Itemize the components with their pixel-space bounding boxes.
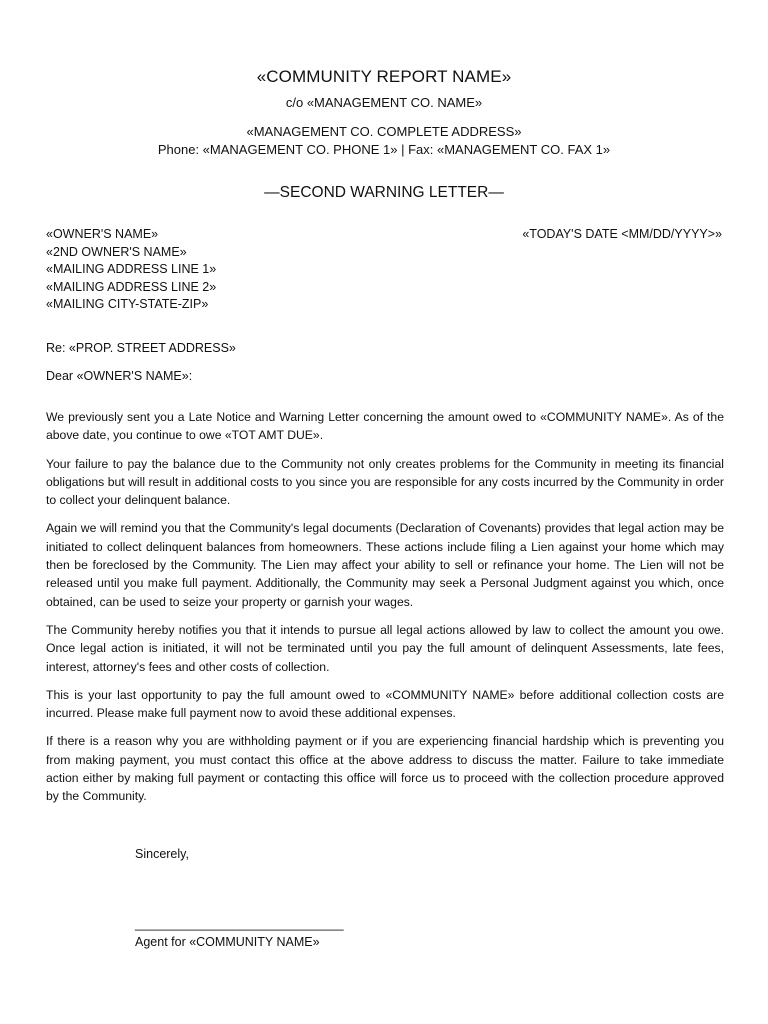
agent-signature-label: Agent for «COMMUNITY NAME» (135, 935, 320, 949)
closing-sincerely: Sincerely, (135, 847, 189, 861)
recipient-city-state-zip: «MAILING CITY-STATE-ZIP» (46, 297, 209, 311)
management-co-address: «MANAGEMENT CO. COMPLETE ADDRESS» (246, 124, 522, 139)
body-paragraph: Your failure to pay the balance due to the Community not only creates problems for the Community in meeting its financial obligations but will result in additional costs to you since you are responsible for any costs incurred by the Community in order to collect your delinquent balance. (46, 456, 724, 508)
body-paragraph: Again we will remind you that the Community's legal documents (Declaration of Covenants) provides that legal action may be initiated to collect delinquent balances from homeowners. These actions include filing a Lien against your home which may then be foreclosed by the Community. The Lien may affect your ability to sell or refinance your home. The Lien will not be released until you make full payment. Additionally, the Community may seek a Personal Judgment against you which, once obtained, can be used to seize your property or garnish your wages. (46, 521, 724, 609)
body-paragraph: This is your last opportunity to pay the full amount owed to «COMMUNITY NAME» before additional collection costs are incurred. Please make full payment now to avoid these additional expenses. (46, 687, 724, 721)
letter-body (46, 408, 724, 816)
recipient-mailing-address-2: «MAILING ADDRESS LINE 2» (46, 279, 217, 294)
body-paragraph: We previously sent you a Late Notice and Warning Letter concerning the amount owed to «COMMUNITY NAME». As of the above date, you continue to owe «TOT AMT DUE». (46, 410, 724, 443)
letter-date: «TODAY'S DATE <MM/DD/YYYY>» (522, 227, 722, 241)
salutation: Dear «OWNER'S NAME»: (46, 369, 193, 383)
management-co-phone-fax: Phone: «MANAGEMENT CO. PHONE 1» | Fax: «MANAGEMENT CO. FAX 1» (157, 142, 611, 157)
community-report-name: «COMMUNITY REPORT NAME» (256, 67, 512, 86)
re-line: Re: «PROP. STREET ADDRESS» (46, 341, 236, 355)
body-paragraph: If there is a reason why you are withholding payment or if you are experiencing financial hardship which is preventing you from making payment, you must contact this office at the above address to discuss the matter. Failure to take immediate action either by making full payment or contacting this office will force us to proceed with the collection procedure approved by the Community. (46, 734, 724, 804)
body-paragraph: The Community hereby notifies you that it intends to pursue all legal actions allowed by law to collect the amount you owe. Once legal action is initiated, it will not be terminated until you pay the full amount of delinquent Assessments, late fees, interest, attorney's fees and other costs of collection. (46, 622, 724, 674)
signature-line: ______________________________ (135, 917, 344, 931)
management-co-name: c/o «MANAGEMENT CO. NAME» (285, 95, 483, 110)
recipient-owner-name: «OWNER'S NAME» (46, 227, 159, 241)
letter-title: —SECOND WARNING LETTER— (264, 184, 504, 201)
recipient-second-owner-name: «2ND OWNER'S NAME» (46, 244, 187, 259)
recipient-mailing-address-1: «MAILING ADDRESS LINE 1» (46, 262, 217, 276)
recipient-address-block (46, 226, 216, 314)
